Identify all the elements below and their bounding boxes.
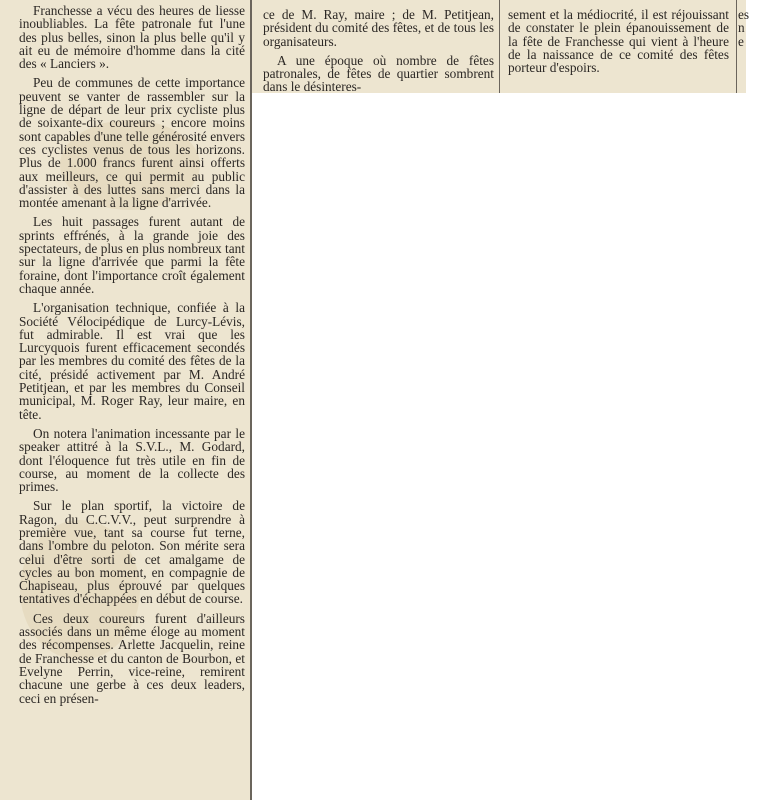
column-divider: [736, 0, 737, 93]
paragraph: On notera l'animation incessante par le speaker attitré à la S.V.L., M. Godard, dont l'éloquence fut très utile en fin de course, au moment de la collecte des primes.: [19, 425, 245, 495]
text-fragment: n: [738, 20, 745, 36]
paragraph: Franchesse a vécu des heures de liesse inoubliables. La fête patronale fut l'une des plus belles, sinon la plus belle qu'il y ait eu de mémoire d'homme dans la cité des « Lanciers ».: [19, 3, 245, 72]
paragraph: Peu de communes de cette importance peuvent se vanter de rassembler sur la ligne de départ de leur prix cycliste plus de soixante-dix coureurs ; encore moins sont capables d'une telle générosité envers ces cyclistes venus de tous les horizons. Plus de 1.000 francs furent ainsi offerts aux meilleurs, ce qui permit au public d'assister à des luttes sans merci dans la montée amenant à la ligne d'arrivée.: [19, 75, 245, 211]
paragraph-continuation: ce de M. Ray, maire ; de M. Petitjean, président du comité des fêtes, et de tous les organisateurs.: [263, 7, 494, 49]
newspaper-column-4-edge: [737, 0, 750, 93]
column-divider: [499, 0, 500, 93]
paragraph: Ces deux coureurs furent d'ailleurs associés dans un même éloge au moment des récompenses. Arlette Jacquelin, reine de Franchesse et du canton de Bourbon, et Evelyne Perrin, vice-reine, remirent chacune une gerbe à ces deux leaders, ceci en présen-: [19, 610, 245, 706]
column-4-text: [738, 8, 758, 48]
column-3-text: [508, 8, 729, 80]
paragraph-continuation: sement et la médiocrité, il est réjouissant de constater le plein épanouissement de la fête de Franchesse qui vient à l'heure de la naissance de ce comité des fêtes porteur d'espoirs.: [508, 7, 729, 76]
newspaper-column-3: [501, 0, 737, 93]
column-2-text: [263, 8, 494, 100]
column-divider: [250, 0, 252, 800]
newspaper-column-1: [0, 0, 252, 800]
newspaper-column-2: [252, 0, 501, 93]
text-fragment: e: [738, 33, 744, 49]
column-1-text: [19, 4, 245, 711]
paragraph: Les huit passages furent autant de sprints effrénés, à la grande joie des spectateurs, de plus en plus nombreux tant sur la ligne d'arrivée que parmi la fête foraine, dont l'importance croît également chaque année.: [19, 214, 245, 296]
paragraph: Sur le plan sportif, la victoire de Ragon, du C.C.V.V., peut surprendre à première vue, tant sa course fut terne, dans l'ombre du peloton. Son mérite sera celui d'être sorti de cet amalgame de cycles au bon moment, en compagnie de Chapiseau, plus éprouvé par quelques tentatives d'échappées en début de course.: [19, 498, 245, 607]
paragraph: L'organisation technique, confiée à la Société Vélocipédique de Lurcy-Lévis, fut admirable. Il est vrai que les Lurcyquois furent efficacement secondés par les membres du comité des fêtes de la cité, présidé activement par M. André Petitjean, et par les membres du Conseil municipal, M. Roger Ray, leur maire, en tête.: [19, 300, 245, 422]
text-fragment: es: [738, 7, 750, 22]
paragraph: A une époque où nombre de fêtes patronales, de fêtes de quartier sombrent dans le désinteres-: [263, 52, 494, 95]
